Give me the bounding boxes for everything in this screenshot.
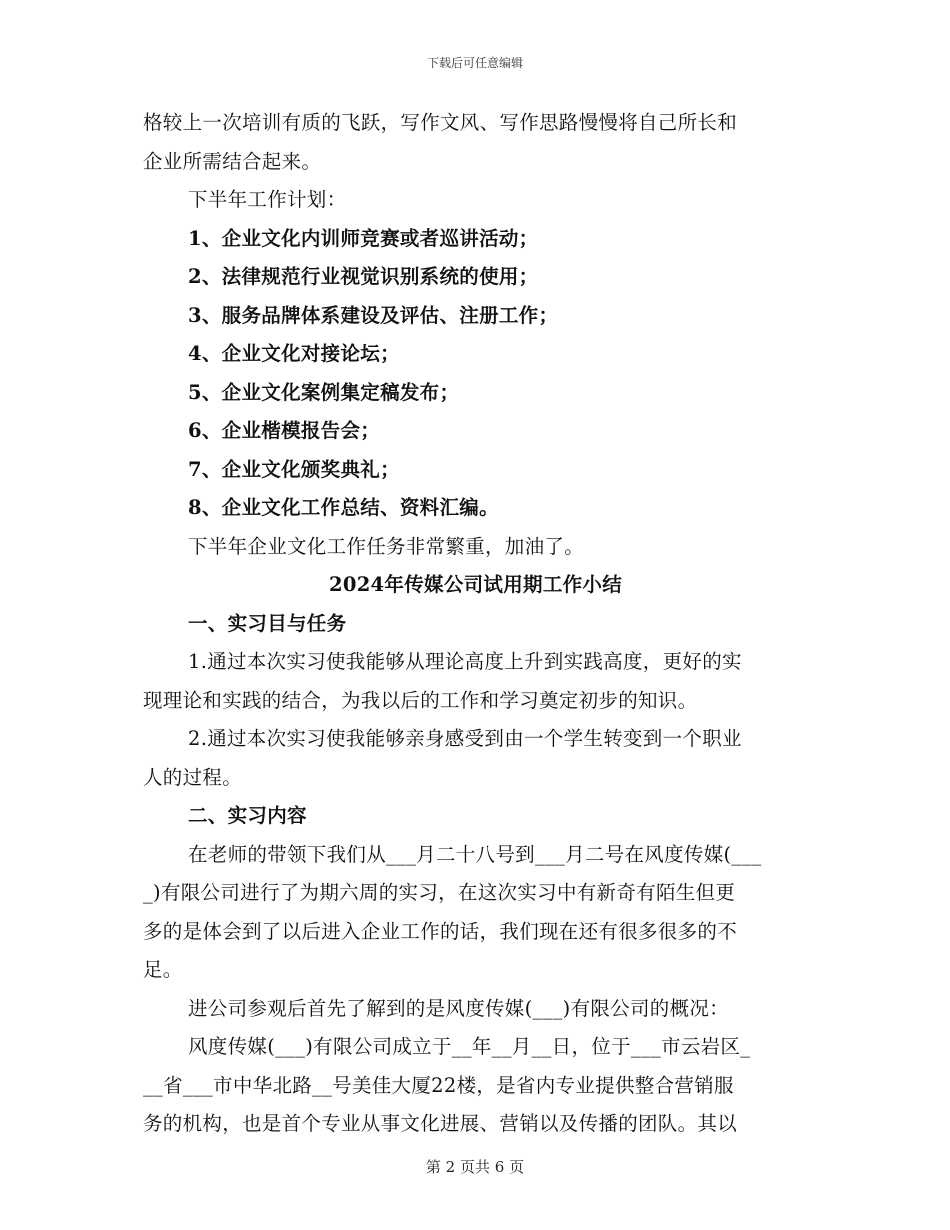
text-line: 二、实习内容 xyxy=(188,804,307,827)
text-line: 格较上一次培训有质的飞跃，写作文风、写作思路慢慢将自己所长和 xyxy=(143,111,738,134)
text-line: 3、服务品牌体系建设及评估、注册工作； xyxy=(188,303,559,327)
text-line: _)有限公司进行了为期六周的实习，在这次实习中有新奇有陌生但更 xyxy=(143,881,736,904)
text-line: 在老师的带领下我们从___月二十八号到___月二号在风度传媒(___ xyxy=(188,842,762,866)
text-line: 5、企业文化案例集定稿发布； xyxy=(188,380,460,404)
text-line: 人的过程。 xyxy=(143,765,243,789)
document-body xyxy=(143,104,808,1144)
text-line: 2.通过本次实习使我能够亲身感受到由一个学生转变到一个职业 xyxy=(188,727,742,750)
section-title: 2024年传媒公司试用期工作小结 xyxy=(328,573,623,596)
text-line: 足。 xyxy=(143,958,183,981)
text-line: 务的机构，也是首个专业从事文化进展、营销以及传播的团队。其以 xyxy=(143,1112,738,1135)
text-line: 下半年工作计划： xyxy=(188,188,347,211)
text-line: 1、企业文化内训师竞赛或者巡讲活动； xyxy=(188,226,539,250)
text-line: 1.通过本次实习使我能够从理论高度上升到实践高度，更好的实 xyxy=(188,650,742,673)
text-line: 现理论和实践的结合，为我以后的工作和学习奠定初步的知识。 xyxy=(143,688,698,712)
text-line: 8、企业文化工作总结、资料汇编。 xyxy=(188,496,499,519)
text-line: 7、企业文化颁奖典礼； xyxy=(188,457,400,481)
text-line: 一、实习目与任务 xyxy=(188,611,347,635)
text-line: 2、法律规范行业视觉识别系统的使用； xyxy=(188,265,539,288)
text-line: 多的是体会到了以后进入企业工作的话，我们现在还有很多很多的不 xyxy=(143,919,738,943)
text-line: 企业所需结合起来。 xyxy=(143,149,322,173)
text-line: 风度传媒(___)有限公司成立于__年__月__日，位于___市云岩区_ xyxy=(188,1035,751,1058)
text-line: 下半年企业文化工作任务非常繁重，加油了。 xyxy=(188,534,585,558)
page-header: 下载后可任意编辑 xyxy=(426,56,523,70)
text-line: 6、企业楷模报告会； xyxy=(188,419,381,442)
text-line: __省___市中华北路__号美佳大厦22楼，是省内专业提供整合营销服 xyxy=(143,1073,734,1097)
page-footer: 第 2 页共 6 页 xyxy=(425,1158,525,1176)
text-line: 4、企业文化对接论坛； xyxy=(188,342,400,365)
text-line: 进公司参观后首先了解到的是风度传媒(___)有限公司的概况： xyxy=(188,996,729,1020)
